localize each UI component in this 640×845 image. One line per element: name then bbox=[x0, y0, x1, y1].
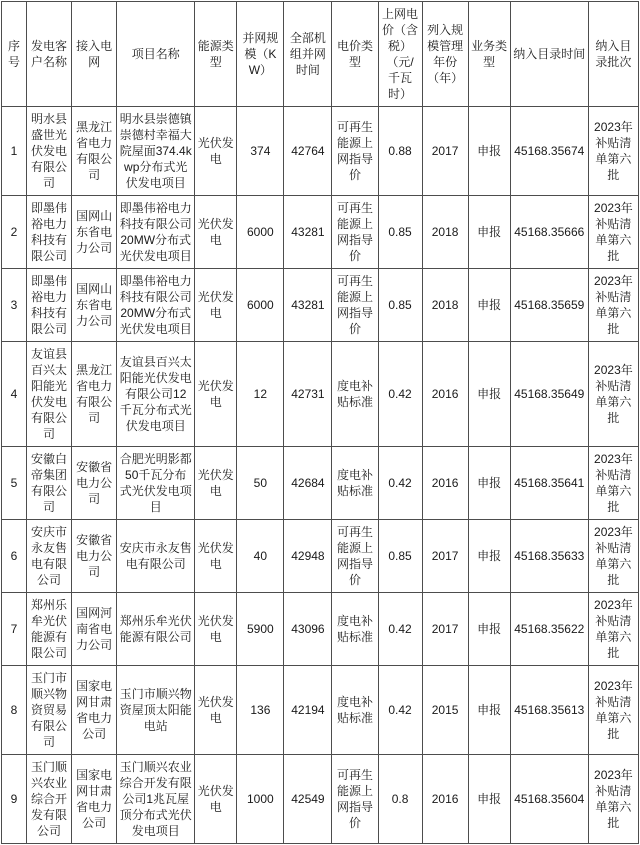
table-cell: 申报 bbox=[468, 196, 510, 269]
table-cell: 42194 bbox=[284, 666, 332, 755]
header-cell: 纳入目录批次 bbox=[588, 2, 638, 107]
table-cell: 1 bbox=[2, 107, 27, 196]
table-cell: 光伏发电 bbox=[195, 447, 237, 520]
table-cell: 安徽白帝集团有限公司 bbox=[27, 447, 72, 520]
table-cell: 6000 bbox=[237, 196, 284, 269]
table-cell: 3 bbox=[2, 269, 27, 342]
table-cell: 即墨伟裕电力科技有限公司 bbox=[27, 196, 72, 269]
header-cell: 接入电网 bbox=[72, 2, 117, 107]
table-cell: 国网山东省电力公司 bbox=[72, 196, 117, 269]
table-cell: 0.8 bbox=[378, 755, 422, 844]
table-cell: 42948 bbox=[284, 520, 332, 593]
table-cell: 0.42 bbox=[378, 666, 422, 755]
header-cell: 项目名称 bbox=[117, 2, 195, 107]
table-cell: 郑州乐牟光伏能源有限公司 bbox=[117, 593, 195, 666]
table-cell: 45168.35633 bbox=[510, 520, 588, 593]
table-cell: 玉门顺兴农业综合开发有限公司 bbox=[27, 755, 72, 844]
table-cell: 友谊县百兴太阳能光伏发电有限公司12千瓦分布式光伏发电项目 bbox=[117, 342, 195, 447]
table-cell: 4 bbox=[2, 342, 27, 447]
table-cell: 1000 bbox=[237, 755, 284, 844]
table-cell: 友谊县百兴太阳能光伏发电有限公司 bbox=[27, 342, 72, 447]
table-cell: 5900 bbox=[237, 593, 284, 666]
table-cell: 2017 bbox=[422, 107, 468, 196]
table-cell: 45168.35622 bbox=[510, 593, 588, 666]
header-cell: 列入规模管理年份（年） bbox=[422, 2, 468, 107]
table-row bbox=[2, 196, 639, 269]
table-cell: 即墨伟裕电力科技有限公司20MW分布式光伏发电项目 bbox=[117, 196, 195, 269]
table-cell: 度电补贴标准 bbox=[332, 593, 378, 666]
table-cell: 7 bbox=[2, 593, 27, 666]
table-cell: 45168.35641 bbox=[510, 447, 588, 520]
table-row bbox=[2, 755, 639, 844]
table-cell: 45168.35659 bbox=[510, 269, 588, 342]
table-cell: 郑州乐牟光伏能源有限公司 bbox=[27, 593, 72, 666]
table-cell: 374 bbox=[237, 107, 284, 196]
table-cell: 度电补贴标准 bbox=[332, 447, 378, 520]
table-cell: 申报 bbox=[468, 107, 510, 196]
header-cell: 全部机组并网时间 bbox=[284, 2, 332, 107]
table-cell: 光伏发电 bbox=[195, 666, 237, 755]
table-cell: 42684 bbox=[284, 447, 332, 520]
table-row bbox=[2, 447, 639, 520]
header-cell: 能源类型 bbox=[195, 2, 237, 107]
table-cell: 2016 bbox=[422, 447, 468, 520]
table-cell: 43096 bbox=[284, 593, 332, 666]
table-cell: 0.85 bbox=[378, 520, 422, 593]
table-cell: 度电补贴标准 bbox=[332, 342, 378, 447]
table-cell: 可再生能源上网指导价 bbox=[332, 269, 378, 342]
header-cell: 电价类型 bbox=[332, 2, 378, 107]
header-cell: 业务类型 bbox=[468, 2, 510, 107]
table-cell: 42549 bbox=[284, 755, 332, 844]
table-cell: 0.85 bbox=[378, 269, 422, 342]
table-cell: 申报 bbox=[468, 666, 510, 755]
table-cell: 2018 bbox=[422, 269, 468, 342]
table-cell: 5 bbox=[2, 447, 27, 520]
table-cell: 可再生能源上网指导价 bbox=[332, 196, 378, 269]
table-cell: 申报 bbox=[468, 269, 510, 342]
table-cell: 申报 bbox=[468, 520, 510, 593]
table-cell: 黑龙江省电力有限公司 bbox=[72, 342, 117, 447]
table-cell: 明水县崇德镇崇德村幸福大院屋面374.4kwp分布式光伏发电项目 bbox=[117, 107, 195, 196]
table-cell: 即墨伟裕电力科技有限公司 bbox=[27, 269, 72, 342]
table-cell: 度电补贴标准 bbox=[332, 666, 378, 755]
table-cell: 可再生能源上网指导价 bbox=[332, 755, 378, 844]
table-cell: 申报 bbox=[468, 342, 510, 447]
table-cell: 申报 bbox=[468, 447, 510, 520]
table-cell: 申报 bbox=[468, 593, 510, 666]
table-row bbox=[2, 342, 639, 447]
table-cell: 申报 bbox=[468, 755, 510, 844]
table-cell: 136 bbox=[237, 666, 284, 755]
table-cell: 国网河南省电力公司 bbox=[72, 593, 117, 666]
table-cell: 安庆市永友售电有限公司 bbox=[117, 520, 195, 593]
table-cell: 可再生能源上网指导价 bbox=[332, 107, 378, 196]
header-row bbox=[2, 2, 639, 107]
table-cell: 2023年补贴清单第六批 bbox=[588, 342, 638, 447]
table-cell: 2015 bbox=[422, 666, 468, 755]
table-cell: 光伏发电 bbox=[195, 342, 237, 447]
table-cell: 43281 bbox=[284, 269, 332, 342]
table-cell: 6 bbox=[2, 520, 27, 593]
table-row bbox=[2, 666, 639, 755]
header-cell: 上网电价（含税）（元/千瓦时） bbox=[378, 2, 422, 107]
table-cell: 黑龙江省电力有限公司 bbox=[72, 107, 117, 196]
table-cell: 2016 bbox=[422, 755, 468, 844]
table-cell: 8 bbox=[2, 666, 27, 755]
table-cell: 2023年补贴清单第六批 bbox=[588, 196, 638, 269]
table-cell: 45168.35649 bbox=[510, 342, 588, 447]
table-cell: 2023年补贴清单第六批 bbox=[588, 107, 638, 196]
header-cell: 并网规模（KW） bbox=[237, 2, 284, 107]
table-cell: 2017 bbox=[422, 520, 468, 593]
table-cell: 安庆市永友售电有限公司 bbox=[27, 520, 72, 593]
table-cell: 2023年补贴清单第六批 bbox=[588, 666, 638, 755]
table-cell: 2023年补贴清单第六批 bbox=[588, 269, 638, 342]
table-cell: 国网山东省电力公司 bbox=[72, 269, 117, 342]
table-cell: 2023年补贴清单第六批 bbox=[588, 755, 638, 844]
table-cell: 2016 bbox=[422, 342, 468, 447]
table-cell: 安徽省电力公司 bbox=[72, 447, 117, 520]
table-cell: 2023年补贴清单第六批 bbox=[588, 593, 638, 666]
table-body bbox=[2, 107, 639, 844]
table-cell: 玉门顺兴农业综合开发有限公司1兆瓦屋顶分布式光伏发电项目 bbox=[117, 755, 195, 844]
table-cell: 43281 bbox=[284, 196, 332, 269]
table-cell: 0.42 bbox=[378, 342, 422, 447]
table-cell: 光伏发电 bbox=[195, 755, 237, 844]
table-cell: 玉门市顺兴物资贸易有限公司 bbox=[27, 666, 72, 755]
table-cell: 0.42 bbox=[378, 593, 422, 666]
table-cell: 光伏发电 bbox=[195, 520, 237, 593]
table-cell: 可再生能源上网指导价 bbox=[332, 520, 378, 593]
table-cell: 12 bbox=[237, 342, 284, 447]
table-row bbox=[2, 520, 639, 593]
table-cell: 45168.35613 bbox=[510, 666, 588, 755]
table-cell: 0.85 bbox=[378, 196, 422, 269]
table-cell: 明水县盛世光伏发电有限公司 bbox=[27, 107, 72, 196]
table-cell: 45168.35674 bbox=[510, 107, 588, 196]
table-cell: 安徽省电力公司 bbox=[72, 520, 117, 593]
table-cell: 9 bbox=[2, 755, 27, 844]
table-cell: 45168.35666 bbox=[510, 196, 588, 269]
table-cell: 合肥光明影都50千瓦分布式光伏发电项目 bbox=[117, 447, 195, 520]
table-cell: 2 bbox=[2, 196, 27, 269]
table-cell: 6000 bbox=[237, 269, 284, 342]
table-cell: 42764 bbox=[284, 107, 332, 196]
table-cell: 玉门市顺兴物资屋顶太阳能电站 bbox=[117, 666, 195, 755]
subsidy-catalog-table bbox=[1, 1, 639, 844]
table-cell: 国家电网甘肃省电力公司 bbox=[72, 666, 117, 755]
table-cell: 国家电网甘肃省电力公司 bbox=[72, 755, 117, 844]
header-cell: 发电客户名称 bbox=[27, 2, 72, 107]
table-cell: 0.42 bbox=[378, 447, 422, 520]
table-cell: 2017 bbox=[422, 593, 468, 666]
table-cell: 40 bbox=[237, 520, 284, 593]
table-cell: 45168.35604 bbox=[510, 755, 588, 844]
header-cell: 纳入目录时间 bbox=[510, 2, 588, 107]
table-cell: 2023年补贴清单第六批 bbox=[588, 520, 638, 593]
table-cell: 50 bbox=[237, 447, 284, 520]
table-cell: 光伏发电 bbox=[195, 593, 237, 666]
table-cell: 光伏发电 bbox=[195, 269, 237, 342]
table-row bbox=[2, 269, 639, 342]
table-header bbox=[2, 2, 639, 107]
table-cell: 2023年补贴清单第六批 bbox=[588, 447, 638, 520]
table-cell: 42731 bbox=[284, 342, 332, 447]
table-row bbox=[2, 593, 639, 666]
table-cell: 光伏发电 bbox=[195, 107, 237, 196]
table-cell: 0.88 bbox=[378, 107, 422, 196]
header-cell: 序号 bbox=[2, 2, 27, 107]
table-cell: 2018 bbox=[422, 196, 468, 269]
table-row bbox=[2, 107, 639, 196]
table-cell: 光伏发电 bbox=[195, 196, 237, 269]
table-cell: 即墨伟裕电力科技有限公司20MW分布式光伏发电项目 bbox=[117, 269, 195, 342]
